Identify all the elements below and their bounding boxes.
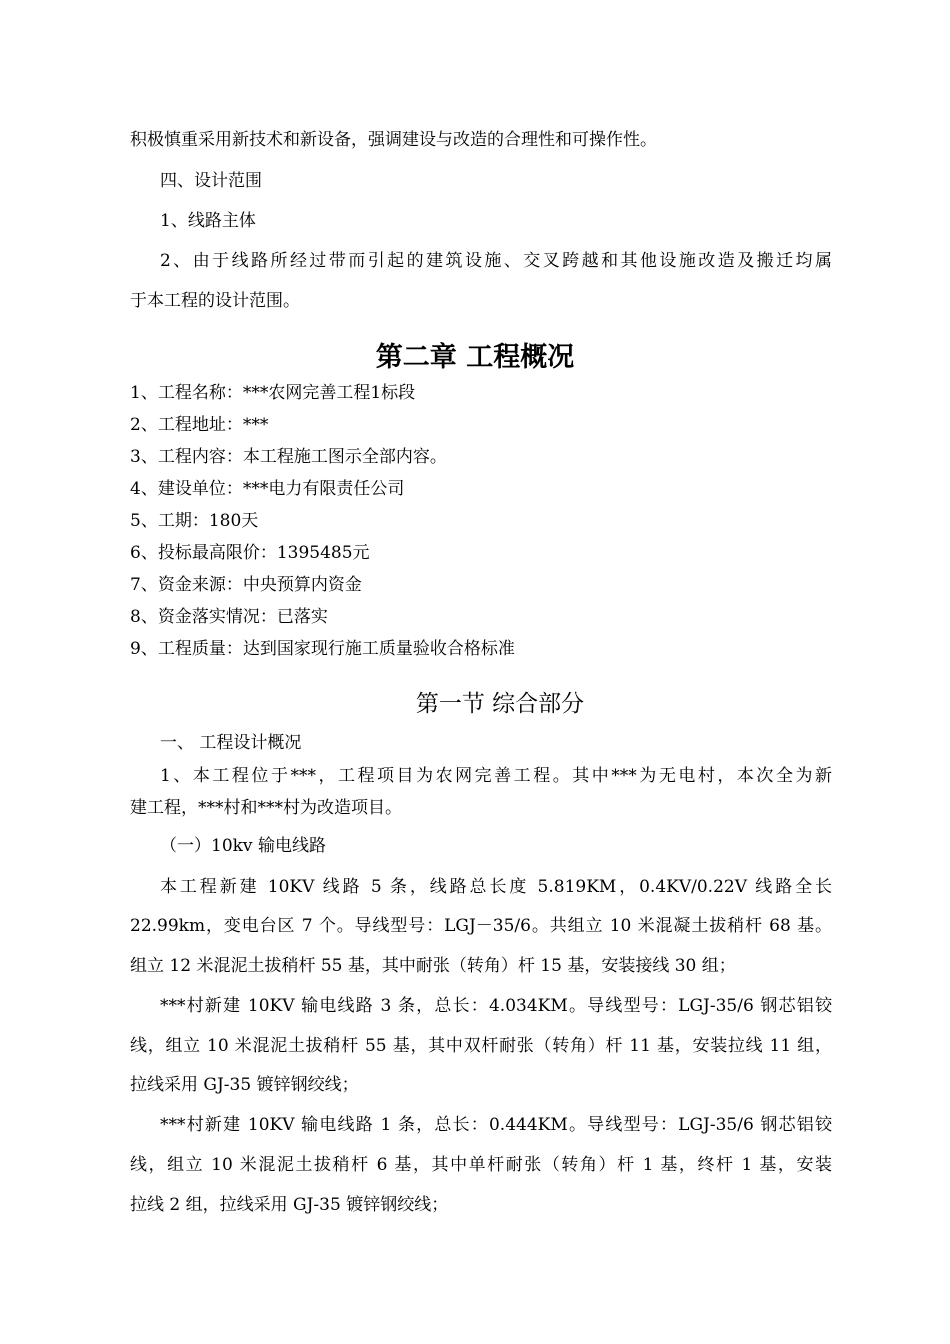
paragraph-4-line-1: ***村新建 10KV 输电线路 1 条，总长：0.444KM。导线型号：LGJ-35/6 钢芯铝铰 <box>160 1115 832 1135</box>
paragraph-2-line-2: 22.99km，变电台区 7 个。导线型号：LGJ－35/6。共组立 10 米混凝土拔稍杆 68 基。 <box>130 916 832 936</box>
paragraph-4-line-2: 线，组立 10 米混泥土拔稍杆 6 基，其中单杆耐张（转角）杆 1 基，终杆 1 基，安装 <box>130 1155 832 1175</box>
overview-item: 1、工程名称：***农网完善工程1标段 <box>130 383 416 403</box>
scope-heading: 四、设计范围 <box>160 171 262 191</box>
chapter-title: 第二章 工程概况 <box>375 342 575 373</box>
paragraph-4-line-3: 拉线 2 组，拉线采用 GJ-35 镀锌钢绞线； <box>130 1195 449 1215</box>
overview-item: 4、建设单位：***电力有限责任公司 <box>130 479 405 499</box>
paragraph-1-line-1: 1、本工程位于***，工程项目为农网完善工程。其中***为无电村，本次全为新 <box>160 766 832 786</box>
section-title: 第一节 综合部分 <box>415 691 585 717</box>
paragraph-2-line-1: 本工程新建 10KV 线路 5 条，线路总长度 5.819KM，0.4KV/0.22V 线路全长 <box>160 877 832 897</box>
overview-item: 2、工程地址：*** <box>130 415 269 435</box>
section-sub-heading: 一、 工程设计概况 <box>160 733 302 753</box>
paragraph-1-line-2: 建工程，***村和***村为改造项目。 <box>130 798 402 818</box>
scope-item-2-line-1: 2、由于线路所经过带而引起的建筑设施、交叉跨越和其他设施改造及搬迁均属 <box>160 251 832 271</box>
paragraph-3-line-1: ***村新建 10KV 输电线路 3 条，总长：4.034KM。导线型号：LGJ-35/6 钢芯铝铰 <box>160 996 832 1016</box>
overview-item: 9、工程质量：达到国家现行施工质量验收合格标准 <box>130 639 515 659</box>
overview-item: 6、投标最高限价：1395485元 <box>130 543 370 563</box>
paragraph-3-line-2: 线，组立 10 米混泥土拔稍杆 55 基，其中双杆耐张（转角）杆 11 基，安装拉线 11 组， <box>130 1036 832 1056</box>
overview-item: 7、资金来源：中央预算内资金 <box>130 575 362 595</box>
overview-item: 5、工期：180天 <box>130 511 259 531</box>
overview-item: 3、工程内容：本工程施工图示全部内容。 <box>130 447 447 467</box>
scope-item-1: 1、线路主体 <box>160 211 256 231</box>
intro-line: 积极慎重采用新技术和新设备，强调建设与改造的合理性和可操作性。 <box>130 130 657 150</box>
subsection-heading: （一）10kv 输电线路 <box>160 836 326 856</box>
paragraph-3-line-3: 拉线采用 GJ-35 镀锌钢绞线； <box>130 1075 359 1095</box>
scope-item-2-line-2: 于本工程的设计范围。 <box>130 291 300 311</box>
paragraph-2-line-3: 组立 12 米混泥土拔稍杆 55 基，其中耐张（转角）杆 15 基，安装接线 30 组； <box>130 956 736 976</box>
overview-item: 8、资金落实情况：已落实 <box>130 607 328 627</box>
